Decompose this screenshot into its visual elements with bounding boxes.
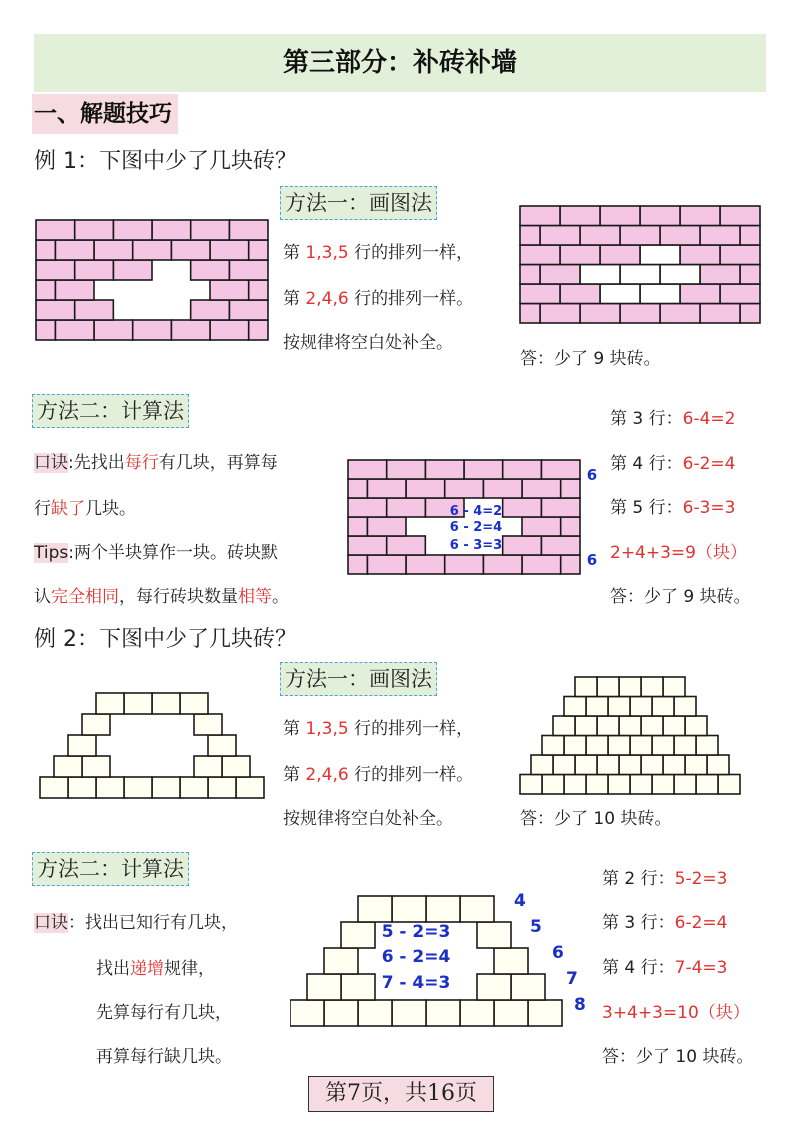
brick	[483, 555, 522, 574]
brick	[94, 320, 133, 340]
brick	[740, 304, 760, 324]
brick	[464, 460, 503, 479]
brick	[55, 240, 94, 260]
brick	[597, 716, 619, 736]
brick	[36, 220, 75, 240]
brick	[700, 265, 740, 285]
brick	[348, 479, 367, 498]
brick	[40, 777, 68, 798]
pyramid-count-row3: 6	[552, 943, 564, 963]
brick	[387, 498, 426, 517]
brick	[460, 1000, 494, 1026]
example1-row4-calc: 第 4 行：6-2=4	[610, 454, 736, 474]
brick	[55, 280, 94, 300]
brick	[663, 716, 685, 736]
brick	[652, 775, 674, 795]
brick	[503, 536, 542, 555]
brick	[494, 1000, 528, 1026]
brick	[641, 716, 663, 736]
example1-sum: 2+4+3=9（块）	[610, 543, 747, 563]
brick	[36, 260, 75, 280]
brick	[133, 240, 172, 260]
brick	[152, 693, 180, 714]
brick	[210, 240, 249, 260]
brick	[564, 775, 586, 795]
brick	[229, 260, 268, 280]
brick	[680, 245, 720, 265]
brick-filled	[580, 265, 620, 285]
brick	[445, 555, 484, 574]
example2-calc-pyramid	[290, 880, 592, 1030]
brick	[575, 677, 597, 697]
brick	[36, 320, 55, 340]
brick	[82, 714, 110, 735]
brick	[55, 320, 94, 340]
brick	[406, 555, 445, 574]
pyramid-eq-row3: 6 - 2=4	[381, 947, 451, 967]
brick	[600, 206, 640, 226]
brick	[180, 693, 208, 714]
brick	[564, 697, 586, 717]
brick	[540, 265, 580, 285]
brick	[720, 206, 760, 226]
brick	[619, 716, 641, 736]
brick	[210, 320, 249, 340]
brick	[367, 479, 406, 498]
brick	[194, 756, 222, 777]
brick	[720, 284, 760, 304]
brick	[208, 735, 236, 756]
brick	[561, 517, 580, 536]
brick	[630, 697, 652, 717]
example1-question: 例 1：下图中少了几块砖？	[34, 149, 297, 174]
brick	[54, 756, 82, 777]
brick	[608, 736, 630, 756]
brick	[522, 555, 561, 574]
brick	[540, 304, 580, 324]
example2-answer2: 答：少了 10 块砖。	[602, 1047, 754, 1067]
brick	[608, 775, 630, 795]
brick	[511, 974, 545, 1000]
brick	[707, 755, 729, 775]
brick	[680, 284, 720, 304]
brick-filled	[660, 265, 700, 285]
example1-rhyme-line1: 口诀:先找出每行有几块，再算每	[34, 453, 278, 473]
brick	[180, 777, 208, 798]
brick	[194, 714, 222, 735]
example2-row4-calc: 第 4 行：7-4=3	[602, 958, 728, 978]
example1-tips-line2: 认完全相同，每行砖块数量相等。	[34, 587, 289, 607]
brick	[324, 948, 358, 974]
brick	[392, 896, 426, 922]
brick	[620, 304, 660, 324]
brick	[367, 555, 406, 574]
brick	[171, 240, 210, 260]
brick	[341, 974, 375, 1000]
brick	[68, 777, 96, 798]
brick	[208, 777, 236, 798]
brick	[542, 736, 564, 756]
brick	[133, 320, 172, 340]
example2-row3-calc: 第 3 行：6-2=4	[602, 913, 728, 933]
brick	[113, 260, 152, 280]
brick	[660, 304, 700, 324]
brick	[608, 697, 630, 717]
brick	[152, 777, 180, 798]
brick	[560, 284, 600, 304]
brick	[700, 226, 740, 246]
brick	[597, 677, 619, 697]
brick	[740, 265, 760, 285]
brick	[600, 245, 640, 265]
brick	[720, 245, 760, 265]
brick	[36, 300, 75, 320]
example1-calc-wall	[346, 458, 602, 578]
example2-rhyme-line1: 口诀：找出已知行有几块，	[34, 913, 238, 933]
brick	[630, 736, 652, 756]
brick	[82, 756, 110, 777]
brick	[348, 536, 387, 555]
brick	[560, 245, 600, 265]
example1-row3-calc: 第 3 行：6-4=2	[610, 409, 736, 429]
brick	[96, 777, 124, 798]
page-title: 第三部分：补砖补墙	[282, 48, 517, 78]
brick	[341, 922, 375, 948]
brick	[460, 896, 494, 922]
brick	[564, 736, 586, 756]
example2-rule2: 第 2,4,6 行的排列一样。	[283, 765, 474, 785]
section-heading: 一、解题技巧	[32, 94, 178, 134]
brick	[425, 460, 464, 479]
pyramid-eq-row2: 5 - 2=3	[381, 922, 451, 942]
example2-rule3: 按规律将空白处补全。	[283, 809, 453, 829]
example2-rhyme-line3: 先算每行有几块，	[96, 1003, 232, 1023]
brick	[94, 240, 133, 260]
example1-answer2: 答：少了 9 块砖。	[610, 587, 751, 607]
brick	[75, 300, 114, 320]
brick	[494, 948, 528, 974]
example1-tips-line1: Tips:两个半块算作一块。砖块默	[34, 543, 278, 563]
brick-filled	[600, 284, 640, 304]
brick	[520, 775, 542, 795]
example1-answer: 答：少了 9 块砖。	[520, 349, 661, 369]
brick	[531, 755, 553, 775]
example1-method1-label: 方法一：画图法	[280, 186, 437, 220]
brick	[348, 498, 387, 517]
brick	[696, 736, 718, 756]
brick	[520, 245, 560, 265]
brick	[522, 479, 561, 498]
brick-filled	[640, 284, 680, 304]
brick	[674, 775, 696, 795]
example2-sum: 3+4+3=10（块）	[602, 1003, 750, 1023]
wall-eq-row3: 6 - 4=2	[449, 504, 503, 519]
brick	[685, 716, 707, 736]
brick	[210, 280, 249, 300]
example2-answer: 答：少了 10 块砖。	[520, 809, 672, 829]
brick	[575, 716, 597, 736]
brick	[348, 460, 387, 479]
brick	[586, 697, 608, 717]
pyramid-eq-row4: 7 - 4=3	[381, 973, 451, 993]
brick	[191, 300, 230, 320]
example2-row2-calc: 第 2 行：5-2=3	[602, 869, 728, 889]
brick	[575, 755, 597, 775]
brick	[96, 693, 124, 714]
brick	[528, 1000, 562, 1026]
brick	[553, 755, 575, 775]
brick	[652, 697, 674, 717]
example1-row5-calc: 第 5 行：6-3=3	[610, 498, 736, 518]
brick	[652, 736, 674, 756]
brick	[663, 677, 685, 697]
brick	[540, 226, 580, 246]
example2-rhyme-line4: 再算每行缺几块。	[96, 1047, 232, 1067]
brick	[696, 775, 718, 795]
brick-filled	[620, 265, 660, 285]
example2-pyramid-complete	[518, 674, 744, 796]
wall-side-count-top: 6	[586, 466, 598, 484]
pyramid-count-row5: 8	[574, 995, 586, 1015]
brick	[640, 206, 680, 226]
brick	[503, 460, 542, 479]
brick	[152, 220, 191, 240]
brick	[619, 677, 641, 697]
brick	[580, 226, 620, 246]
example1-wall-complete	[518, 204, 762, 326]
example1-rule1: 第 1,3,5 行的排列一样，	[283, 243, 474, 263]
brick	[522, 517, 561, 536]
brick	[75, 220, 114, 240]
brick	[740, 226, 760, 246]
brick	[503, 498, 542, 517]
brick	[483, 479, 522, 498]
brick	[348, 555, 367, 574]
pyramid-count-row4: 7	[566, 969, 578, 989]
brick	[660, 226, 700, 246]
brick	[445, 479, 484, 498]
brick	[561, 555, 580, 574]
brick	[520, 206, 560, 226]
brick	[718, 775, 740, 795]
brick	[580, 304, 620, 324]
brick	[387, 460, 426, 479]
brick	[358, 896, 392, 922]
example1-wall-with-gap	[34, 218, 270, 342]
example1-rhyme-line2: 行缺了几块。	[34, 499, 136, 519]
brick	[222, 756, 250, 777]
brick	[520, 284, 560, 304]
example2-rhyme-line2: 找出递增规律，	[96, 959, 215, 979]
brick	[561, 479, 580, 498]
pyramid-count-row2: 5	[530, 917, 542, 937]
brick	[358, 1000, 392, 1026]
example2-question: 例 2：下图中少了几块砖？	[34, 627, 297, 652]
brick	[620, 226, 660, 246]
brick	[75, 260, 114, 280]
brick	[249, 320, 268, 340]
brick	[36, 280, 55, 300]
brick	[348, 517, 367, 536]
brick	[249, 280, 268, 300]
brick	[36, 240, 55, 260]
brick	[700, 304, 740, 324]
brick	[191, 220, 230, 240]
brick	[553, 716, 575, 736]
brick	[191, 260, 230, 280]
brick	[685, 755, 707, 775]
brick	[586, 736, 608, 756]
brick	[674, 736, 696, 756]
example1-method2-label: 方法二：计算法	[32, 394, 189, 428]
brick	[597, 755, 619, 775]
brick	[229, 220, 268, 240]
brick	[520, 226, 540, 246]
brick	[520, 304, 540, 324]
pyramid-count-row1: 4	[514, 891, 526, 911]
brick	[124, 777, 152, 798]
brick	[249, 240, 268, 260]
wall-eq-row4: 6 - 2=4	[449, 520, 503, 535]
brick	[367, 517, 406, 536]
brick	[406, 479, 445, 498]
example2-method1-label: 方法一：画图法	[280, 662, 437, 696]
example1-rule2: 第 2,4,6 行的排列一样。	[283, 289, 474, 309]
brick	[68, 735, 96, 756]
brick	[520, 265, 540, 285]
brick	[229, 300, 268, 320]
brick	[426, 896, 460, 922]
brick	[680, 206, 720, 226]
brick	[541, 498, 580, 517]
brick	[477, 922, 511, 948]
brick	[171, 320, 210, 340]
brick	[586, 775, 608, 795]
brick-filled	[640, 245, 680, 265]
brick	[392, 1000, 426, 1026]
example2-pyramid-with-gap	[34, 692, 270, 800]
brick	[124, 693, 152, 714]
brick	[674, 697, 696, 717]
wall-eq-row5: 6 - 3=3	[449, 538, 503, 553]
page-number: 第7页，共16页	[308, 1076, 494, 1112]
example1-rule3: 按规律将空白处补全。	[283, 333, 453, 353]
brick	[541, 460, 580, 479]
brick	[541, 536, 580, 555]
brick	[426, 1000, 460, 1026]
brick	[641, 755, 663, 775]
wall-side-count-bottom: 6	[586, 551, 598, 569]
brick	[641, 677, 663, 697]
brick	[236, 777, 264, 798]
brick	[560, 206, 600, 226]
brick	[113, 220, 152, 240]
brick	[663, 755, 685, 775]
brick	[477, 974, 511, 1000]
brick	[619, 755, 641, 775]
example2-rule1: 第 1,3,5 行的排列一样，	[283, 719, 474, 739]
example2-method2-label: 方法二：计算法	[32, 852, 189, 886]
brick	[630, 775, 652, 795]
brick	[307, 974, 341, 1000]
brick	[290, 1000, 324, 1026]
brick	[542, 775, 564, 795]
brick	[387, 536, 426, 555]
brick	[324, 1000, 358, 1026]
